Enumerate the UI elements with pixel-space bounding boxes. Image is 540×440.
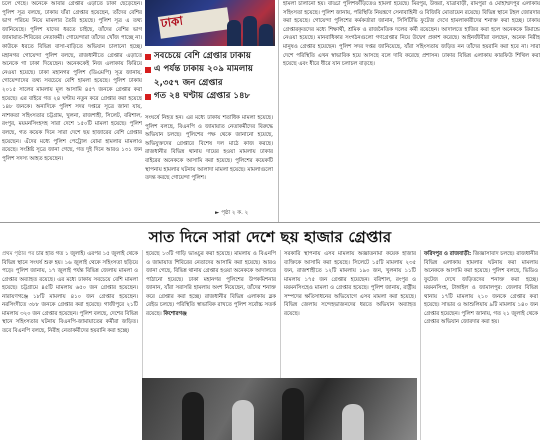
inset-photo [142,378,417,440]
red-square-bullet-icon [145,94,151,100]
top-right-article-column [278,0,540,222]
bullet-item: এ পর্যন্ত ঢাকায় ২০৯ মামলায় [145,63,277,76]
photo-person [227,20,241,46]
arrow-right-icon: ► [215,210,220,216]
top-left-article-text: চলে গেছে। অনেকে আবার গ্রেপ্তার এড়াতে ঢাকা ছেড়েছেন। পুলিশ সূত্র বলছে, ঢাকায় যাঁরা গ্রেপ্তার হয়েছেন, তাঁদের বেশির ভাগ পরিচয় নিয়ে মামলার তৈরি হয়েছে। পুলিশ সূত্র এ তথ্য জানিয়েছে। পুলিশ যাদের ধরতে চাইছে, তাঁদের বেশির ভাগ জামায়াত-শিবিরের নেতাকর্মী। গোয়েন্দারা তাঁদের খোঁজ পাচ্ছে না। কাউকে ধরতে বিভিন্ন বাসা-বাড়িতে অভিযান চালানো হচ্ছে। মহানগর গোয়েন্দা পুলিশ বলছে, রাজধানীতে গ্রেপ্তার এড়াতে অনেকে গা ঢাকা দিয়েছেন। অনেককেই নিজ এলাকায় ফিরিয়ে নেওয়া হয়েছে। ঢাকা মহানগর পুলিশ (ডিএমপি) সূত্র জানায়, গোয়েন্দাদের তথ্য সবচেয়ে বেশি হামলা হয়েছে। পুলিশ ঢাকায় ২০১৫ সালের মামলায় মূল আসামি ৪৫৭ জনকে গ্রেপ্তার করা হয়েছে। এর বাইরে গত ২৪ ঘণ্টায় নতুন করে গ্রেপ্তার করা হয়েছে ১৪৮ জনকে। অন্যদিকে পুলিশ সদর দপ্তরে সূত্রে জানা যায়, নাশকতা সহিংসতার চট্টগ্রাম, খুলনা, রাজশাহী, সিলেট, বরিশাল, রংপুর, ময়মনসিংহসহ সারা দেশে ১৫০টি মামলা হয়েছে। পুলিশ বলছে, গত কয়েক দিনে সারা দেশে ছয় হাজারের বেশি গ্রেপ্তার হয়েছেন। এঁদের মধ্যে পুলিশ পেট্রোল বোমা হামলার মামলাও রয়েছে। সংশ্লিষ্ট সূত্রে জানা গেছে, গত দুই দিনে আরও ১৩১ জন পুলিশ সদস্য আহত হয়েছেন। [2,1,142,162]
photo-person [282,388,304,440]
top-mid-article-column [145,114,273,220]
photo-person [232,400,254,440]
red-square-bullet-icon [145,67,151,73]
top-right-article-text: হামলা চালানো হয়। বাড্ডা পুলিশফাঁড়িতেও হামলা হয়েছে। মিরপুর, উত্তরা, যাত্রাবাড়ী, রামপুরা ও মোহাম্মদপুর এলাকায় সহিংসতা হয়েছে। পুলিশ জানায়, পরিস্থিতি নিয়ন্ত্রণে সেনাবাহিনী ও বিজিবি মোতায়েন রয়েছে। বিভিন্ন স্থানে টহল জোরদার করা হয়েছে। গোয়েন্দা পুলিশের কর্মকর্তারা জানান, সিসিটিভি ফুটেজ দেখে হামলাকারীদের শনাক্ত করা হচ্ছে। ঢাকায় গ্রেপ্তারকৃতদের মধ্যে শিক্ষার্থী, শ্রমিক ও রাজনৈতিক দলের কর্মী রয়েছেন। আদালতে হাজির করা হলে অনেককে রিমান্ডে নেওয়া হয়েছে। মানবাধিকার সংগঠনগুলো গণগ্রেপ্তার নিয়ে উদ্বেগ প্রকাশ করেছে। আইনজীবীরা বলছেন, অনেক নিরীহ মানুষও গ্রেপ্তার হয়েছেন। পুলিশ সদর দপ্তর জানিয়েছে, যাঁরা সহিংসতায় জড়িত নন তাঁদের হয়রানি করা হবে না। সারা দেশে পরিস্থিতি এখন স্বাভাবিক হয়ে আসছে বলে দাবি করেছে প্রশাসন। ঢাকার বিভিন্ন এলাকায় কারফিউ শিথিল করা হয়েছে এবং ধীরে ধীরে যান চলাচল বাড়ছে। [283,1,540,68]
bottom-column-4-text: জিজ্ঞাসাবাদ চলছে। রাজধানীর বিভিন্ন এলাকায় হামলার ঘটনায় করা মামলায় অনেককে আসামি করা হয়েছে। পুলিশ বলছে, ভিডিও ফুটেজ দেখে জড়িতদের শনাক্ত করা হচ্ছে। ময়মনসিংহ, টাঙ্গাইল ও জামালপুর: জেলার বিভিন্ন থানায় ১৭টি মামলায় ২১০ জনকে গ্রেপ্তার করা হয়েছে। সাভার ও আশুলিয়ায় ৯টি মামলায় ১৪০ জন গ্রেপ্তার হয়েছেন। পুলিশ জানায়, গত ২১ জুলাই থেকে গ্রেপ্তার অভিযান জোরদার করা হয়। [424,251,538,325]
section-divider [0,222,540,223]
top-left-article-column [2,0,142,222]
bottom-column-1-text: চার হাত গত ১ জুলাই। এরপর ১৫ জুলাই থেকে বিভিন্ন স্থানে সংঘর্ষ শুরু হয়। ১৬ জুলাই থেকে সহিংসতা ছড়িয়ে পড়ে। পুলিশ জানায়, ১৭ জুলাই পর্যন্ত বিভিন্ন জেলায় মামলা ও গ্রেপ্তার অব্যাহত রয়েছে। এর মধ্যে ঢাকায় সবচেয়ে বেশি মামলা হয়েছে। চট্টগ্রামে ৪৫টি মামলায় ৬৫০ জন গ্রেপ্তার হয়েছেন। নারায়ণগঞ্জে ১৮টি মামলায় ৪১০ জন গ্রেপ্তার হয়েছেন। নরসিংদীতে ৩৮৮ জনকে গ্রেপ্তার করা হয়েছে। গাজীপুরে ২১টি মামলায় ৩২০ জন গ্রেপ্তার হয়েছেন। পুলিশ বলছে, দেশের বিভিন্ন স্থানে সহিংসতার ঘটনায় বিএনপি-জামায়াতের কর্মীরা জড়িত। তবে বিএনপি বলছে, নিরীহ নেতাকর্মীদের হয়রানি করা হচ্ছে। [2,251,138,334]
photo-person [342,404,364,440]
protest-photo [145,0,275,46]
photo-person [182,392,204,440]
bullet-item: সবচেয়ে বেশি গ্রেপ্তার ঢাকায় [145,50,277,63]
red-square-bullet-icon [145,54,151,60]
subheading: ফরিদপুর ও রাজবাড়ী: [424,251,472,257]
bottom-column-1 [2,250,138,440]
continued-from-label: প্রথম পৃষ্ঠার পর [2,251,35,257]
top-mid-article-text: সংঘর্ষে নিহত হন। এর মধ্যে ঢাকায় শতাধিক মামলা হয়েছে। পুলিশ বলছে, বিএনপি ও জামায়াত নেতাকর্মীদের বিরুদ্ধে অভিযান চলছে। পুলিশের পক্ষ থেকে জানানো হয়েছে, অভিযুক্তদের গ্রেপ্তারে বিশেষ দল মাঠে কাজ করছে। রাজধানীর বিভিন্ন থানায় দায়ের হওয়া মামলায় ঢাকার বাইরের অনেককে আসামি করা হয়েছে। পুলিশের কয়েকটি স্থাপনায় হামলার ঘটনায় আলাদা মামলা হয়েছে। মামলাগুলো তদন্ত করছে গোয়েন্দা পুলিশ। [145,115,273,182]
photo-person [259,24,273,46]
subheading: কিশোরগঞ্জ [163,310,187,317]
bottom-column-2-text: হয়েছে ১৩টি গাড়ি ভাঙচুর করা হয়েছে। মামলায় ও বিএনপি ও জামায়াত শিবিরের নেতাদের আসামি করা হয়েছে। আরও জানা গেছে, বিভিন্ন থানায় গ্রেপ্তার হওয়া অনেককে আদালতে পাঠানো হয়েছে। ঢাকা মহানগর পুলিশের উপকমিশনার জানান, যাঁরা সরাসরি হামলায় অংশ নিয়েছেন, তাঁদের শনাক্ত করে গ্রেপ্তার করা হচ্ছে। রাজধানীর বিভিন্ন এলাকায় ব্লক রেইড চলছে। পরিস্থিতি স্বাভাবিক রাখতে পুলিশ সর্বোচ্চ সতর্ক রয়েছে। [146,251,276,317]
bottom-column-3-text: সরকারি স্থাপনায় এসব মামলায় অজ্ঞাতনামা কয়েক হাজার ব্যক্তিকে আসামি করা হয়েছে। সিলেটে ১৫টি মামলায় ২৩৫ জন, রাজশাহীতে ১২টি মামলায় ১৯০ জন, খুলনায় ১১টি মামলায় ১৭৫ জন গ্রেপ্তার হয়েছেন। বরিশাল, রংপুর ও ময়মনসিংহেও মামলা ও গ্রেপ্তার হয়েছে। পুলিশ জানায়, রাষ্ট্রীয় সম্পদের ক্ষতিসাধনের অভিযোগে এসব মামলা করা হয়েছে। বিভিন্ন জেলায় সন্দেহভাজনদের ধরতে অভিযান অব্যাহত রয়েছে। [284,251,416,317]
main-headline: সাত দিনে সারা দেশে ছয় হাজার গ্রেপ্তার [148,228,392,246]
photo-person [243,16,257,46]
bullet-item: গত ২৪ ঘণ্টায় গ্রেপ্তার ১৪৮ [145,90,277,103]
continued-on-page-label: ► পৃষ্ঠা ২ ক. ২ [215,210,249,216]
highlight-bullets [145,50,277,104]
bottom-article [0,250,540,440]
photo-banner-text: ঢাকা [159,13,184,31]
bottom-column-4 [420,250,538,440]
bullet-continuation: ২,৩৫৭ জন গ্রেপ্তার [154,77,223,88]
